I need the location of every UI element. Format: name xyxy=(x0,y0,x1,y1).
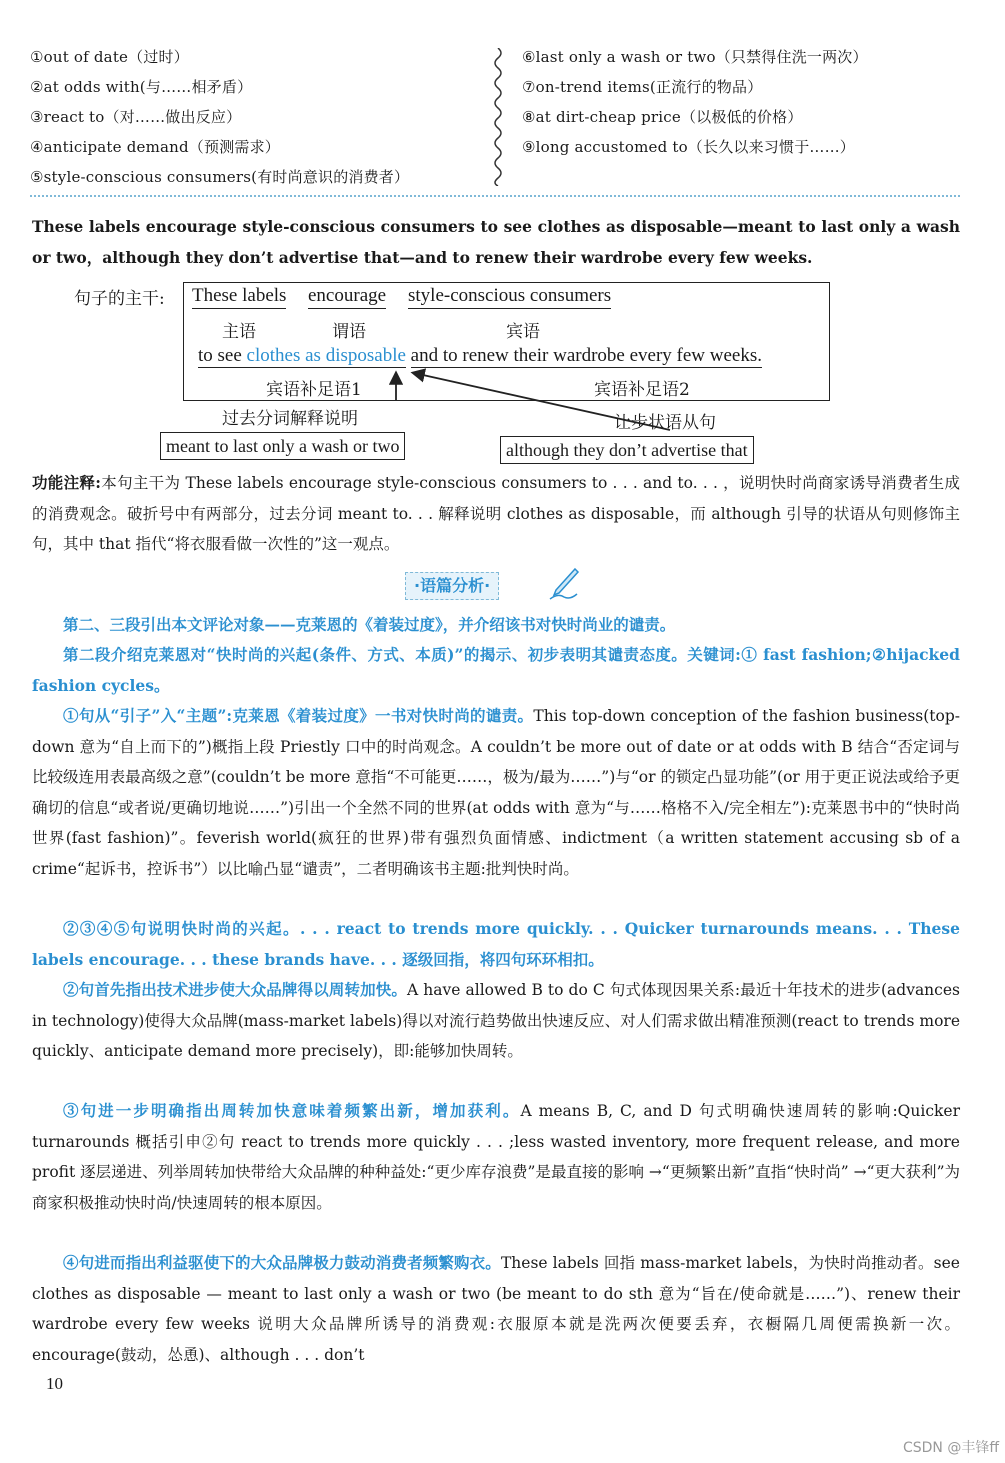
key-sentence: These labels encourage style-conscious consumers to see clothes as disposable—meant to last only a wash or two，although they don’t advertise that—and to renew their wardrobe every few weeks. xyxy=(32,217,960,267)
analysis-paragraph-2: 第二段介绍克莱恩对“快时尚的兴起(条件、方式、本质)”的揭示、初步表明其谴责态度。关键词:① fast fashion;②hijacked fashion cycles。 xyxy=(32,645,960,695)
vocabulary-list xyxy=(30,42,970,192)
vocab-item: ⑦on-trend items(正流行的物品） xyxy=(522,78,763,96)
complement2-text: and to renew their wardrobe every few weeks. xyxy=(410,345,762,366)
analysis-paragraph-5-text: A have allowed B to do C 句式体现因果关系:最近十年技术的进步(advances in technology)使得大众品牌(mass-market labels)得以对流行趋势做出快速反应、对人们需求做出精准预测(react to trends more quickly、anticipate demand more precisely)，即:能够加快周转。 xyxy=(32,981,960,1060)
analysis-paragraph-3-lead: ①句从“引子”入“主题”:克莱恩《着装过度》一书对快时尚的谴责。 xyxy=(63,706,534,725)
page-number: 10 xyxy=(46,1374,63,1393)
analysis-paragraph-7-text: These labels 回指 mass-market labels，为快时尚推动者。see clothes as disposable — meant to last only a wash or two (be meant to do sth 意为“旨在/使命就是……”)、renew their wardrobe every few weeks 说明大众品牌所诱导的消费观:衣服原本就是洗两次便要丢弃，衣橱隔几周便需换新一次。encourage(鼓动，怂恿)、although . . . don’t xyxy=(32,1254,960,1364)
analysis-paragraph-6-text: A means B, C, and D 句式明确快速周转的影响:Quicker turnarounds 概括引申②句 react to trends more quickly . . . ;less wasted inventory, more frequent release, and more profit 逐层递进、列举周转加快带给大众品牌的种种益处:“更少库存浪费”是最直接的影响 →“更频繁出新”直指“快时尚” →“更大获利”为商家积极推动快时尚/快速周转的根本原因。 xyxy=(32,1102,960,1212)
pencil-icon xyxy=(547,566,581,602)
analysis-paragraph-5-lead: ②句首先指出技术进步使大众品牌得以周转加快。 xyxy=(63,980,408,999)
analysis-paragraph-5 xyxy=(32,975,960,1067)
vocab-item: ⑧at dirt-cheap price（以极低的价格） xyxy=(522,108,803,126)
analysis-paragraph-7 xyxy=(32,1248,960,1370)
concession-role: 让步状语从句 xyxy=(614,413,716,433)
analysis-paragraph-7-lead: ④句进而指出利益驱使下的大众品牌极力鼓动消费者频繁购衣。 xyxy=(63,1253,501,1272)
concession-box: although they don’t advertise that xyxy=(500,436,754,464)
object-text: style-conscious consumers xyxy=(408,285,611,309)
analysis-paragraph-3-text: This top-down conception of the fashion business(top-down 意为“自上而下的”)概指上段 Priestly 口中的时尚观念。A couldn’t be more out of date or at odds with B 结合“否定词与比较级连用表最高级之意”(couldn’t be more 意指“不可能更……，极为/最为……”)与“or 的锁定凸显功能”(or 用于更正说法或给予更确切的信息“或者说/更确切地说……”)引出一个全然不同的世界(at odds with 意为“与……格格不入/完全相左”):克莱恩书中的“快时尚世界(fast fashion)”。feverish world(疯狂的世界)带有强烈负面情感、indictment（a written statement accusing sb of a crime“起诉书，控诉书”）以比喻凸显“谴责”，二者明确该书主题:批判快时尚。 xyxy=(32,707,961,878)
complement2-role: 宾语补足语2 xyxy=(594,380,690,400)
vocabulary-column-left xyxy=(30,42,485,192)
vocab-item: ④anticipate demand（预测需求） xyxy=(30,138,281,156)
vocab-item: ⑤style-conscious consumers(有时尚意识的消费者） xyxy=(30,168,410,186)
section-badge xyxy=(405,566,605,606)
function-note-label: 功能注释: xyxy=(32,473,101,492)
analysis-paragraph-4: ②③④⑤句说明快时尚的兴起。. . . react to trends more quickly. . . Quicker turnarounds means. . . These labels encourage. . . these brands have. . . 逐级回指，将四句环环相扣。 xyxy=(32,919,960,969)
vocab-item: ⑨long accustomed to（长久以来习惯于……） xyxy=(522,138,855,156)
vocab-item: ③react to（对……做出反应） xyxy=(30,108,242,126)
complement1-text: to see clothes as disposable xyxy=(198,345,406,366)
complement1-role: 宾语补足语1 xyxy=(266,380,362,400)
participle-role: 过去分词解释说明 xyxy=(222,409,358,429)
vocab-item: ①out of date（过时） xyxy=(30,48,189,66)
analysis-paragraph-1: 第二、三段引出本文评论对象——克莱恩的《着装过度》，并介绍该书对快时尚业的谴责。 xyxy=(63,615,676,634)
verb-text: encourage xyxy=(308,285,386,309)
wavy-divider-icon xyxy=(488,48,508,186)
analysis-paragraph-6-lead: ③句进一步明确指出周转加快意味着频繁出新，增加获利。 xyxy=(63,1101,521,1120)
function-note xyxy=(32,468,960,560)
section-badge-label: ·语篇分析· xyxy=(405,572,499,600)
analysis-paragraph-6 xyxy=(32,1096,960,1218)
participle-box: meant to last only a wash or two xyxy=(160,432,405,460)
watermark: CSDN @丰锋ff xyxy=(902,1440,999,1456)
sentence-structure-diagram xyxy=(70,280,840,470)
function-note-text: 本句主干为 These labels encourage style-conscious consumers to . . . and to. . . ，说明快时尚商家诱导消费者生成的消费观念。破折号中有两部分，过去分词 meant to. . . 解释说明 clothes as disposable，而 although 引导的状语从句则修饰主句，其中 that 指代“将衣服看做一次性的”这一观点。 xyxy=(32,474,960,553)
vocab-item: ⑥last only a wash or two（只禁得住洗一两次） xyxy=(522,48,868,66)
complement1-highlight: clothes as disposable xyxy=(246,345,406,366)
subject-role: 主语 xyxy=(222,322,256,342)
subject-text: These labels xyxy=(192,285,286,309)
analysis-paragraph-3 xyxy=(32,701,960,884)
vocabulary-column-right xyxy=(522,42,962,162)
object-role: 宾语 xyxy=(506,322,540,342)
dotted-divider xyxy=(30,195,960,197)
trunk-label: 句子的主干: xyxy=(74,289,165,309)
vocab-item: ②at odds with(与……相矛盾） xyxy=(30,78,253,96)
verb-role: 谓语 xyxy=(332,322,366,342)
